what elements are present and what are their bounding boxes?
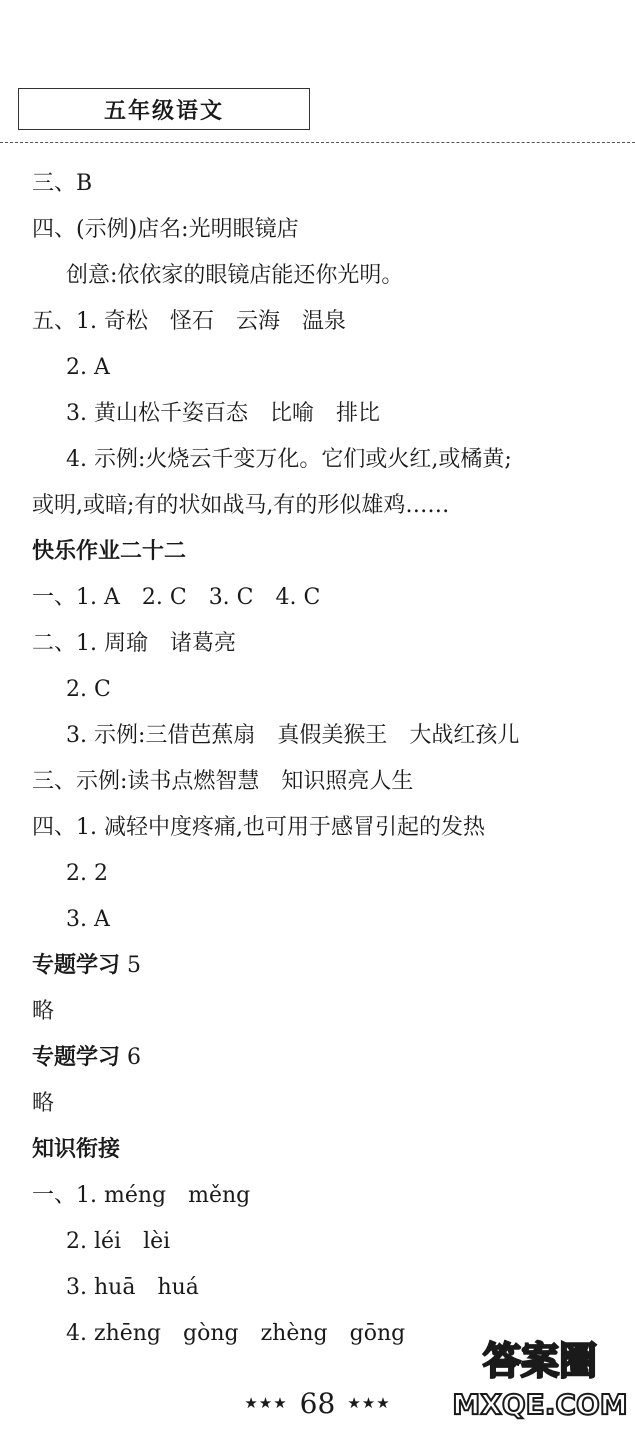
answer-line: 略 [32,999,55,1024]
answer-line: 2. C [66,677,111,702]
watermark-logo [452,1330,628,1422]
watermark-bottom-text: MXQE.COM [452,1388,628,1421]
answer-line: 2. A [66,355,110,380]
answer-line: 3. A [66,907,110,932]
answer-line: 3. 示例:三借芭蕉扇 真假美猴王 大战红孩儿 [66,723,520,748]
footer-stars-right: ★★★ [347,1394,391,1412]
header-box [18,88,310,130]
answer-line: 四、1. 减轻中度疼痛,也可用于感冒引起的发热 [32,815,485,840]
answer-line: 3. huā huá [66,1275,199,1300]
section-heading [32,952,141,980]
answer-line: 4. 示例:火烧云千变万化。它们或火红,或橘黄; [66,447,512,472]
section-heading-label: 专题学习 [32,953,121,978]
answer-line: 一、1. A 2. C 3. C 4. C [32,585,321,610]
section-heading-number: 6 [127,1045,142,1070]
answer-line: 4. zhēng gòng zhèng gōng [66,1321,406,1346]
answer-line: 3. 黄山松千姿百态 比喻 排比 [66,401,380,426]
section-heading [32,1044,141,1072]
answer-line: 2. léi lèi [66,1229,171,1254]
answer-line: 或明,或暗;有的状如战马,有的形似雄鸡…… [32,493,450,518]
answer-line: 二、1. 周瑜 诸葛亮 [32,631,236,656]
section-heading-number: 5 [127,953,142,978]
section-heading: 快乐作业二十二 [32,539,187,564]
dashed-divider [0,142,635,143]
footer-stars-left: ★★★ [244,1394,288,1412]
section-heading-label: 专题学习 [32,1045,121,1070]
answer-line: 四、(示例)店名:光明眼镜店 [32,217,299,242]
answer-line: 略 [32,1091,55,1116]
section-heading: 知识衔接 [32,1137,121,1162]
answer-line: 2. 2 [66,861,108,886]
watermark-top-text: 答案圈 [482,1339,598,1383]
answer-line: 三、B [32,171,93,196]
answer-line: 三、示例:读书点燃智慧 知识照亮人生 [32,769,414,794]
page-number: 68 [299,1386,336,1420]
answer-line: 一、1. méng měng [32,1183,251,1208]
answer-line: 创意:依依家的眼镜店能还你光明。 [66,263,404,288]
page-header-title: 五年级语文 [103,98,224,124]
answer-line: 五、1. 奇松 怪石 云海 温泉 [32,309,346,334]
